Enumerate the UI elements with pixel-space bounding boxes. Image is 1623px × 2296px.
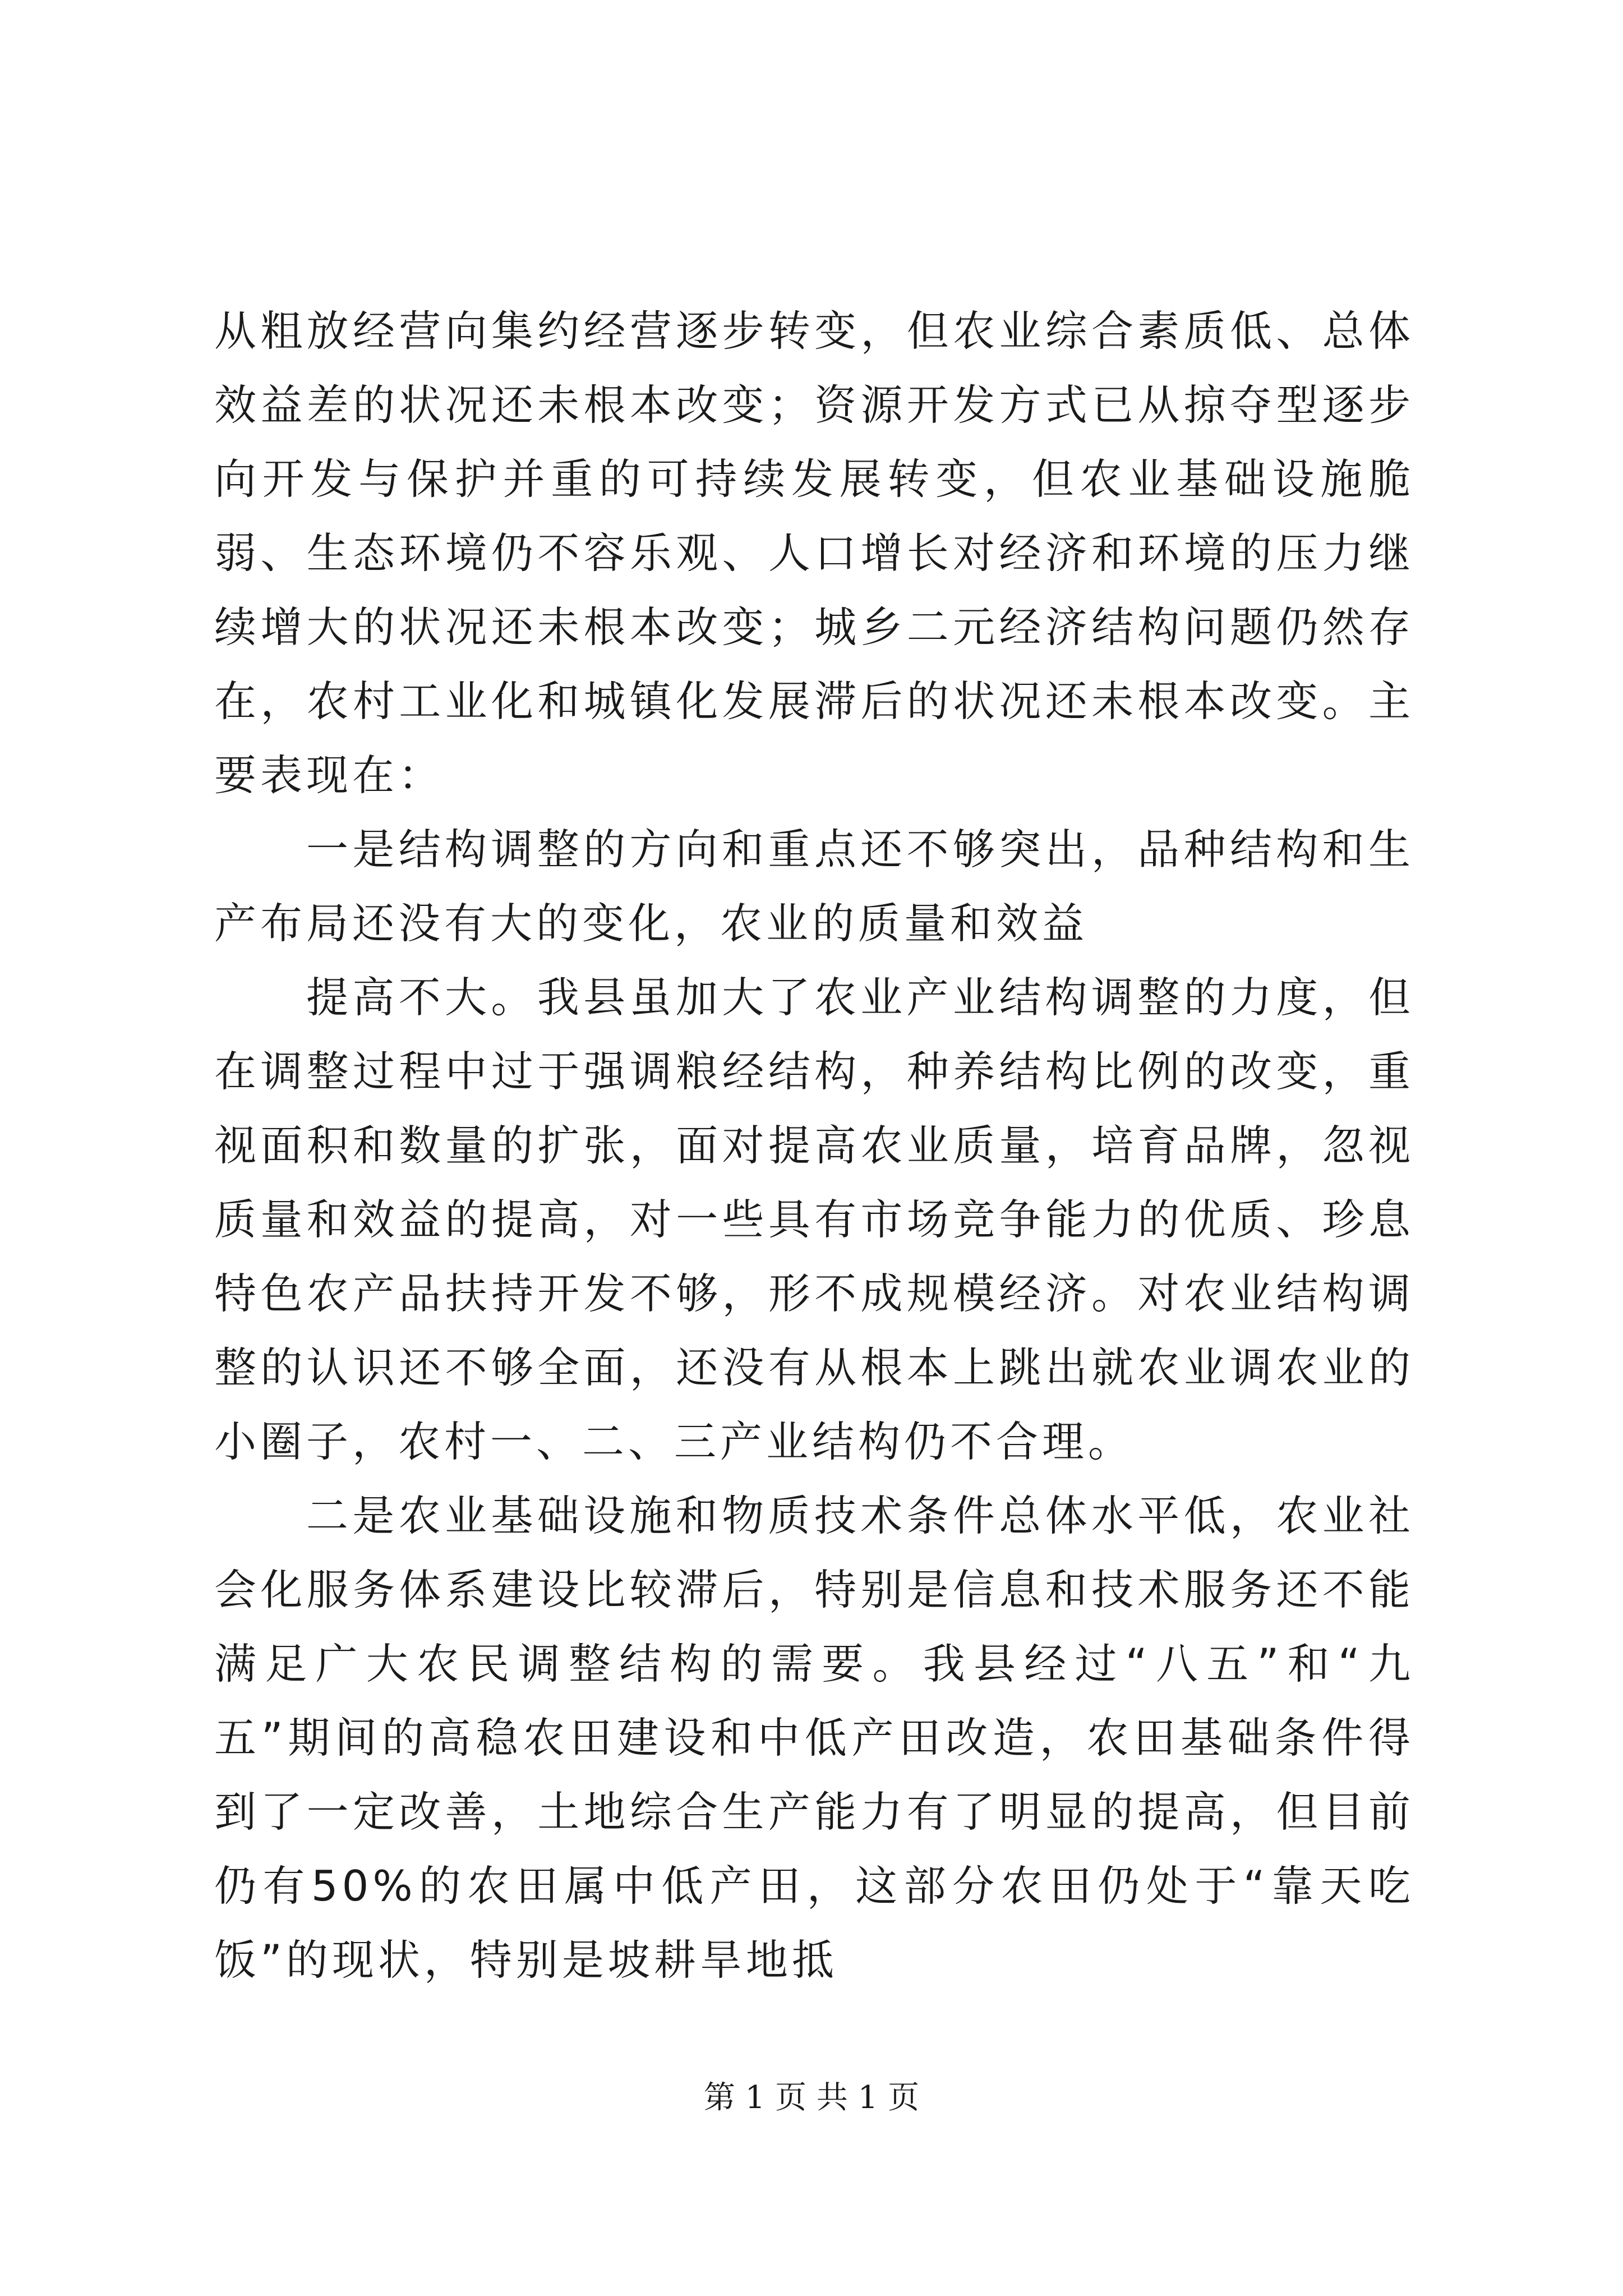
paragraph-2: 一是结构调整的方向和重点还不够突出，品种结构和生产布局还没有大的变化，农业的质量和效益 [214,825,1414,948]
paragraph-1: 从粗放经营向集约经营逐步转变，但农业综合素质低、总体效益差的状况还未根本改变；资源开发方式已从掠夺型逐步向开发与保护并重的可持续发展转变，但农业基础设施脆弱、生态环境仍不容乐观、人口增长对经济和环境的压力继续增大的状况还未根本改变；城乡二元经济结构问题仍然存在，农村工业化和城镇化发展滞后的状况还未根本改变。主要表现在： [214,306,1414,800]
paragraph-4: 二是农业基础设施和物质技术条件总体水平低，农业社会化服务体系建设比较滞后，特别是信息和技术服务还不能满足广大农民调整结构的需要。我县经过“八五”和“九五”期间的高稳农田建设和中低产田改造，农田基础条件得到了一定改善，土地综合生产能力有了明显的提高，但目前仍有50%的农田属中低产田，这部分农田仍处于“靠天吃饭”的现状，特别是坡耕旱地抵 [214,1491,1414,1985]
paragraph-3: 提高不大。我县虽加大了农业产业结构调整的力度，但在调整过程中过于强调粮经结构，种养结构比例的改变，重视面积和数量的扩张，面对提高农业质量，培育品牌，忽视质量和效益的提高，对一些具有市场竞争能力的优质、珍息特色农产品扶持开发不够，形不成规模经济。对农业结构调整的认识还不够全面，还没有从根本上跳出就农业调农业的小圈子，农村一、二、三产业结构仍不合理。 [214,973,1414,1466]
document-body [214,294,1414,1997]
page-number-footer: 第 1 页 共 1 页 [703,2079,920,2116]
